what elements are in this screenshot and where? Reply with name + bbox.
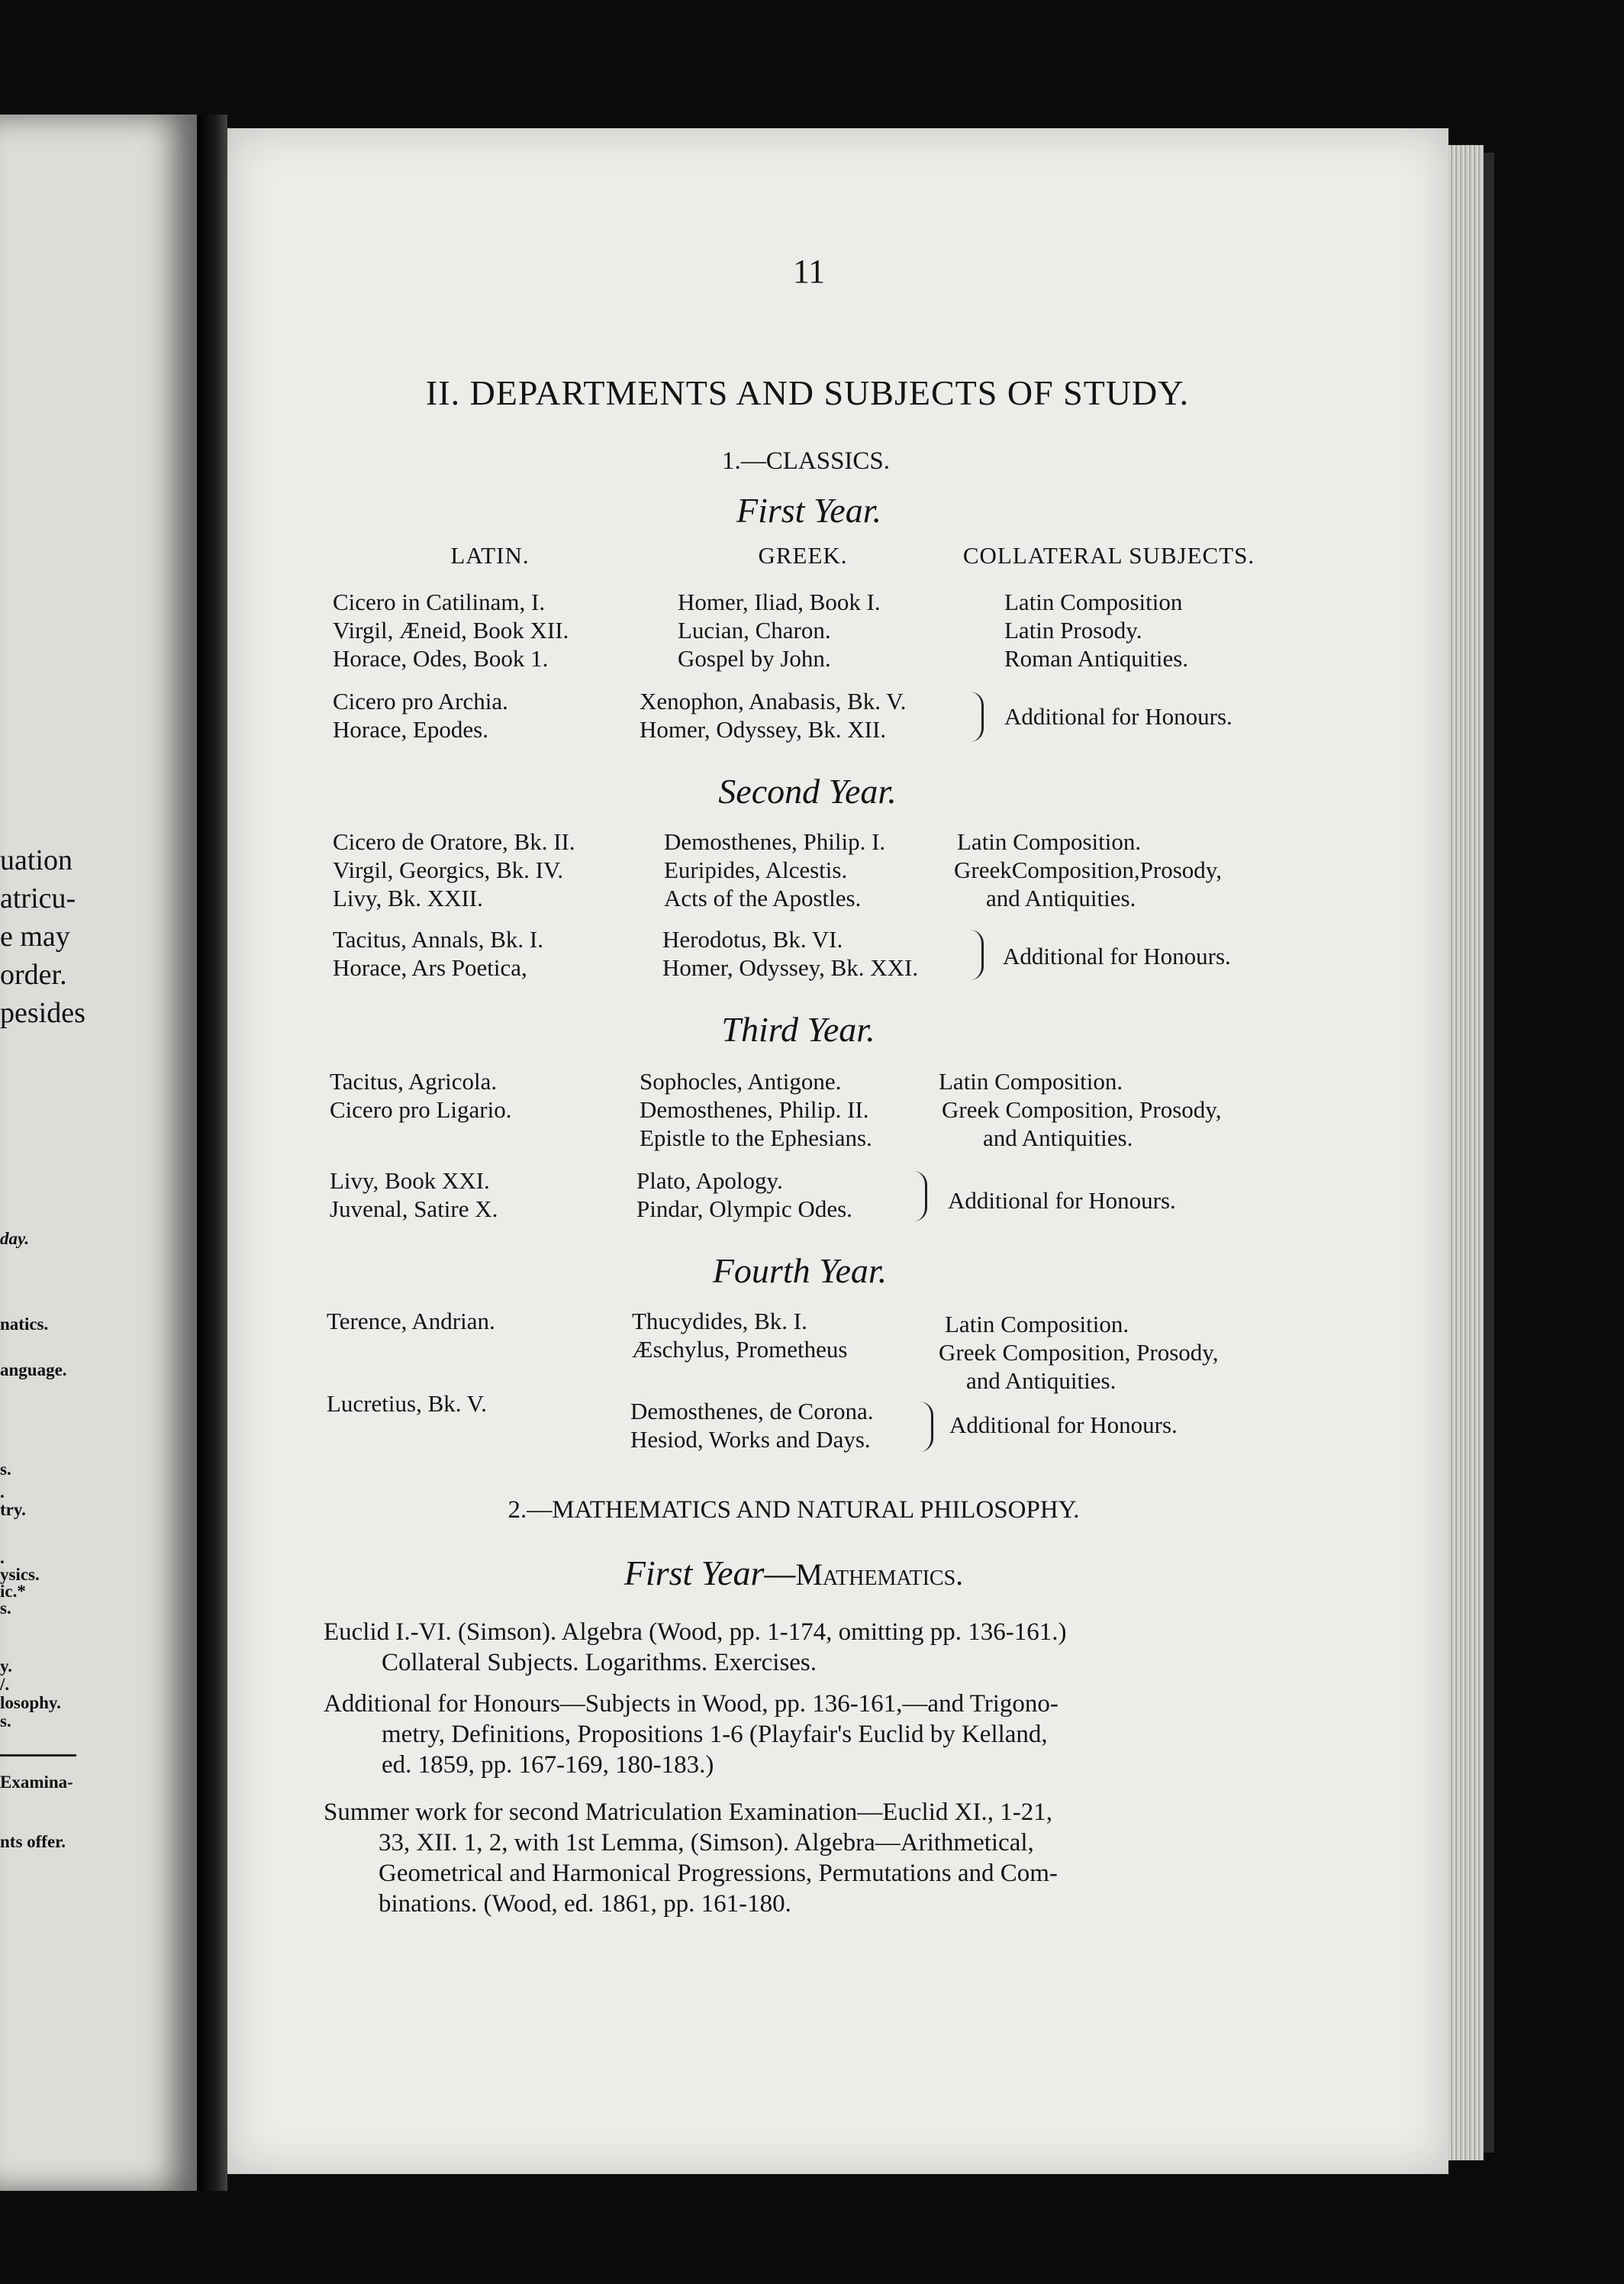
collateral-subject-item: Roman Antiquities.	[1004, 645, 1189, 672]
facing-page-fragment: .	[0, 1482, 5, 1502]
section-heading-classics: 1.—CLASSICS.	[721, 447, 891, 475]
paragraph-line: metry, Definitions, Propositions 1-6 (Playfair's Euclid by Kelland,	[382, 1721, 1048, 1748]
facing-page-fragment: /.	[0, 1675, 10, 1694]
honours-note: Additional for Honours.	[948, 1187, 1176, 1214]
greek-honours-item: Homer, Odyssey, Bk. XXI.	[662, 954, 919, 981]
facing-page-fragment: Examina-	[0, 1773, 73, 1792]
section-heading-mathematics: 2.—MATHEMATICS AND NATURAL PHILOSOPHY.	[508, 1496, 1080, 1524]
paragraph-line: 33, XII. 1, 2, with 1st Lemma, (Simson). Algebra—Arithmetical,	[379, 1829, 1034, 1857]
collateral-subject-item: GreekComposition,Prosody,	[954, 857, 1223, 883]
facing-page-fragment: s.	[0, 1460, 11, 1479]
facing-page-fragment: losophy.	[0, 1693, 61, 1712]
facing-page-fragment: s.	[0, 1598, 11, 1618]
greek-honours-item: Herodotus, Bk. VI.	[662, 926, 843, 953]
paragraph-line: binations. (Wood, ed. 1861, pp. 161-180.	[379, 1890, 791, 1918]
latin-honours-item: Cicero pro Archia.	[333, 688, 508, 715]
facing-page-fragment: nts offer.	[0, 1832, 66, 1851]
column-header-greek: GREEK.	[758, 542, 848, 569]
greek-text-item: Demosthenes, Philip. II.	[640, 1096, 869, 1123]
latin-honours-item: Livy, Book XXI.	[330, 1167, 490, 1194]
greek-honours-item: Demosthenes, de Corona.	[630, 1398, 874, 1424]
year-label: First Year—	[624, 1553, 796, 1592]
latin-text-item: Virgil, Georgics, Bk. IV.	[333, 857, 564, 883]
latin-text-item: Tacitus, Agricola.	[330, 1068, 498, 1095]
latin-text-item: Livy, Bk. XXII.	[333, 885, 483, 911]
latin-text-item: Cicero de Oratore, Bk. II.	[333, 828, 575, 855]
greek-honours-item: Pindar, Olympic Odes.	[636, 1195, 852, 1222]
greek-text-item: Lucian, Charon.	[678, 617, 831, 644]
latin-text-item: Terence, Andrian.	[327, 1308, 495, 1334]
column-header-latin: LATIN.	[450, 542, 530, 569]
honours-note: Additional for Honours.	[1004, 703, 1232, 730]
brace	[913, 1171, 927, 1221]
latin-honours-item: Horace, Ars Poetica,	[333, 954, 527, 981]
facing-page-fragment: s.	[0, 1711, 11, 1731]
page-edges	[1448, 145, 1484, 2160]
greek-text-item: Demosthenes, Philip. I.	[664, 828, 886, 855]
latin-honours-item: Juvenal, Satire X.	[330, 1195, 498, 1222]
paragraph-line: Euclid I.-VI. (Simson). Algebra (Wood, pp. 1-174, omitting pp. 136-161.)	[324, 1618, 1067, 1646]
facing-page-fragment: pesides	[0, 997, 85, 1029]
greek-honours-item: Plato, Apology.	[636, 1167, 783, 1194]
page-number: 11	[792, 253, 826, 290]
greek-text-item: Acts of the Apostles.	[664, 885, 862, 911]
facing-page-fragment: day.	[0, 1229, 30, 1248]
greek-text-item: Epistle to the Ephesians.	[640, 1124, 872, 1151]
facing-page-fragment: atricu-	[0, 882, 76, 915]
column-header-collateral: COLLATERAL SUBJECTS.	[962, 542, 1255, 569]
page-title: II. DEPARTMENTS AND SUBJECTS OF STUDY.	[425, 373, 1190, 412]
facing-page-fragment: .	[0, 1548, 5, 1567]
paragraph-line: ed. 1859, pp. 167-169, 180-183.)	[382, 1751, 714, 1779]
year-heading: First Year.	[736, 491, 882, 530]
facing-page	[0, 115, 197, 2191]
collateral-subject-item: and Antiquities.	[986, 885, 1136, 911]
paragraph-line: Geometrical and Harmonical Progressions, Permutations and Com-	[379, 1860, 1058, 1887]
brace	[919, 1402, 933, 1452]
facing-page-fragment: e may	[0, 921, 70, 953]
latin-honours-item: Lucretius, Bk. V.	[327, 1390, 487, 1417]
facing-page-fragment: ic.*	[0, 1582, 26, 1601]
paragraph-line: Collateral Subjects. Logarithms. Exercises.	[382, 1649, 817, 1676]
greek-text-item: Sophocles, Antigone.	[640, 1068, 842, 1095]
year-heading: Third Year.	[721, 1010, 875, 1049]
book-gutter	[197, 115, 227, 2191]
facing-page-fragment: order.	[0, 959, 67, 991]
greek-text-item: Thucydides, Bk. I.	[632, 1308, 807, 1334]
page-edge-shadow	[1484, 153, 1494, 2153]
honours-note: Additional for Honours.	[949, 1411, 1178, 1438]
collateral-subject-item: Greek Composition, Prosody,	[942, 1096, 1222, 1123]
paragraph-line: Additional for Honours—Subjects in Wood, pp. 136-161,—and Trigono-	[324, 1690, 1058, 1718]
collateral-subject-item: Latin Composition.	[957, 828, 1142, 855]
facing-page-fragment: y.	[0, 1657, 12, 1676]
facing-page-fragment: try.	[0, 1500, 26, 1519]
brace	[969, 930, 984, 980]
year-heading-mathematics	[624, 1553, 963, 1593]
collateral-subject-item: and Antiquities.	[983, 1124, 1133, 1151]
greek-text-item: Homer, Iliad, Book I.	[678, 589, 881, 615]
collateral-subject-item: and Antiquities.	[966, 1367, 1116, 1394]
latin-honours-item: Tacitus, Annals, Bk. I.	[333, 926, 543, 953]
paragraph-line: Summer work for second Matriculation Examination—Euclid XI., 1-21,	[324, 1798, 1052, 1826]
collateral-subject-item: Latin Prosody.	[1004, 617, 1142, 644]
latin-honours-item: Horace, Epodes.	[333, 716, 488, 743]
greek-honours-item: Xenophon, Anabasis, Bk. V.	[640, 688, 907, 715]
facing-page-rule	[0, 1754, 76, 1757]
latin-text-item: Horace, Odes, Book 1.	[333, 645, 549, 672]
year-heading: Fourth Year.	[712, 1251, 888, 1290]
greek-text-item: Gospel by John.	[678, 645, 831, 672]
latin-text-item: Cicero in Catilinam, I.	[333, 589, 546, 615]
greek-text-item: Æschylus, Prometheus	[632, 1336, 848, 1363]
honours-note: Additional for Honours.	[1003, 943, 1231, 969]
latin-text-item: Virgil, Æneid, Book XII.	[333, 617, 569, 644]
collateral-subject-item: Greek Composition, Prosody,	[939, 1339, 1219, 1366]
latin-text-item: Cicero pro Ligario.	[330, 1096, 512, 1123]
greek-honours-item: Hesiod, Works and Days.	[630, 1426, 871, 1453]
brace	[969, 692, 984, 742]
greek-text-item: Euripides, Alcestis.	[664, 857, 848, 883]
facing-page-fragment: anguage.	[0, 1360, 67, 1379]
greek-honours-item: Homer, Odyssey, Bk. XII.	[640, 716, 887, 743]
collateral-subject-item: Latin Composition.	[945, 1311, 1129, 1337]
facing-page-fragment: uation	[0, 844, 72, 876]
collateral-subject-item: Latin Composition	[1004, 589, 1183, 615]
year-subject: Mathematics.	[795, 1557, 964, 1592]
facing-page-fragment: ysics.	[0, 1565, 40, 1584]
facing-page-fragment: natics.	[0, 1315, 49, 1334]
year-heading: Second Year.	[718, 772, 897, 811]
collateral-subject-item: Latin Composition.	[939, 1068, 1123, 1095]
